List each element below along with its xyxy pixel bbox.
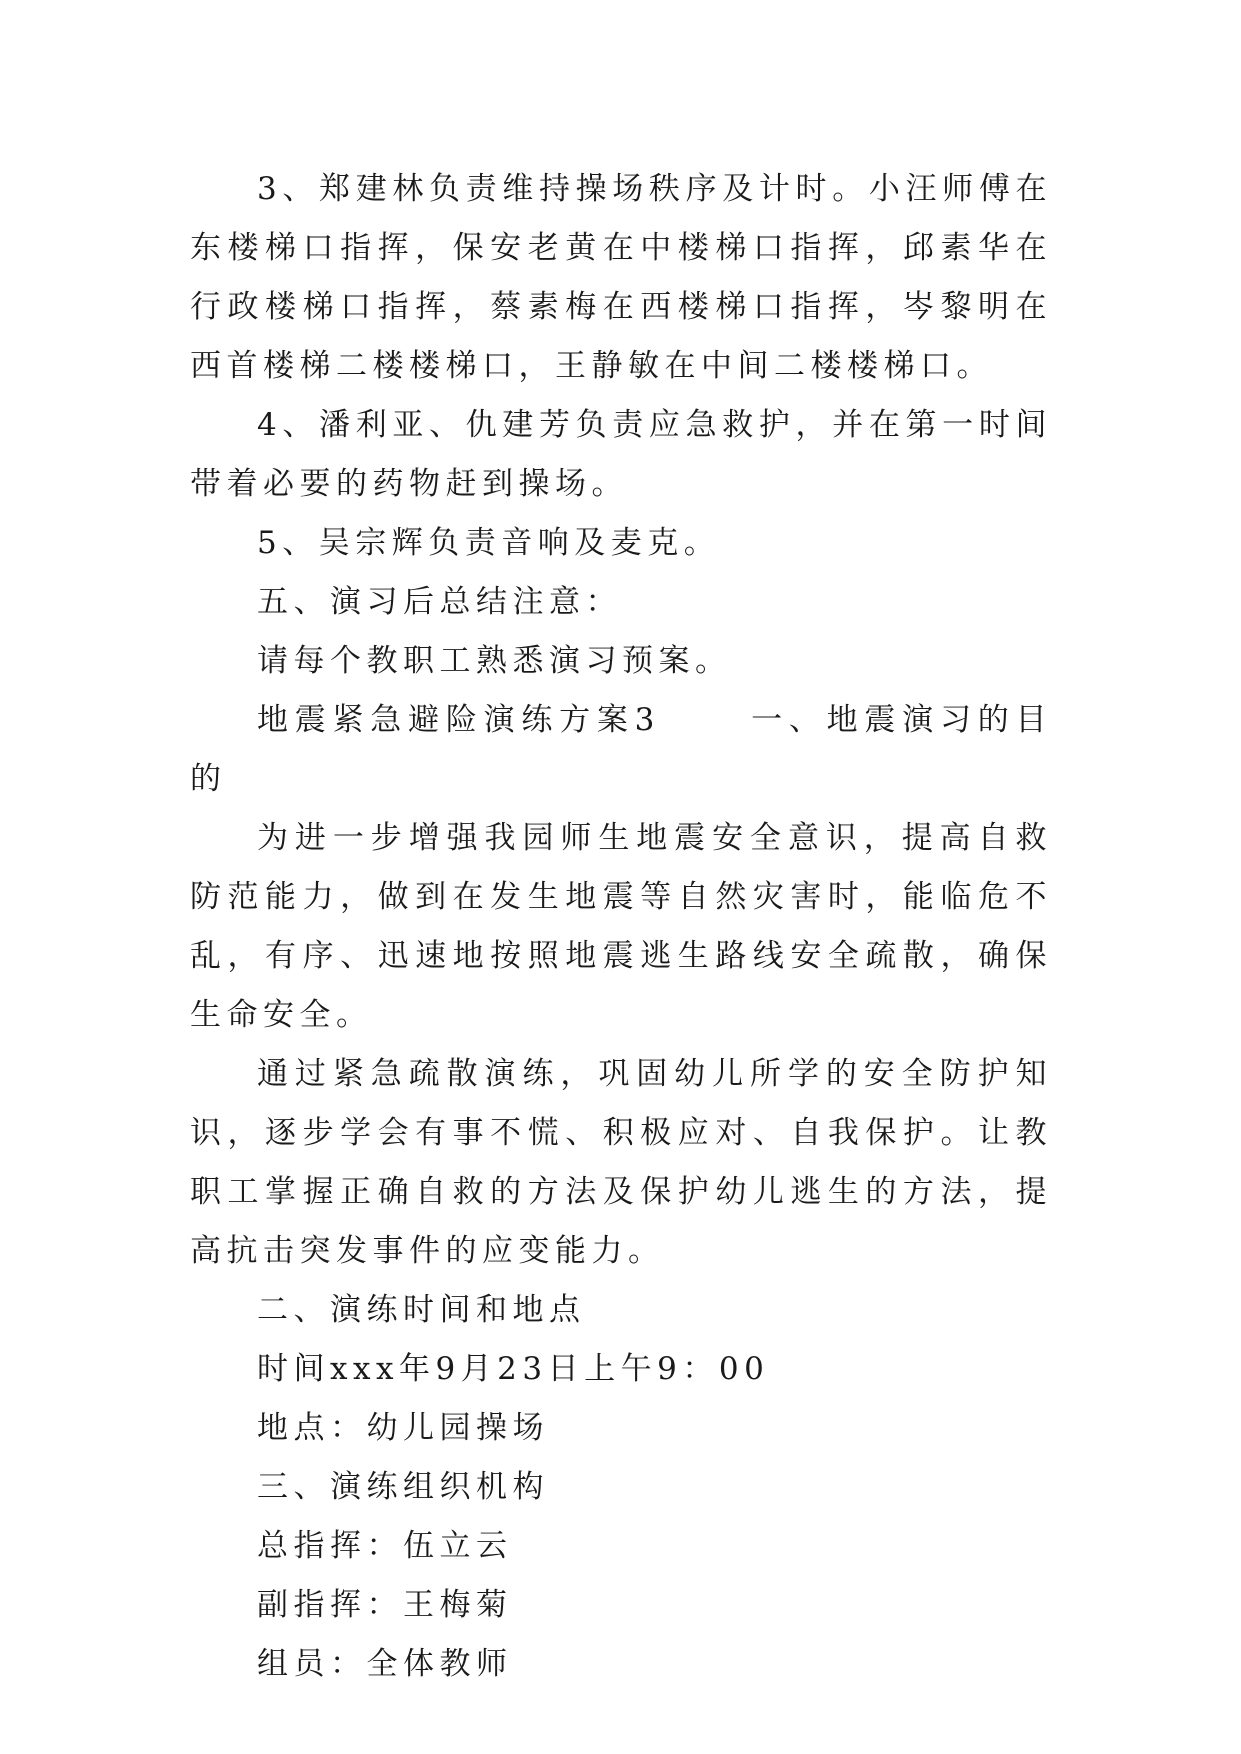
heading-time-place: 二、演练时间和地点 — [257, 1292, 586, 1328]
paragraph-purpose-1: 为进一步增强我园师生地震安全意识，提高自救防范能力，做到在发生地震等自然灾害时，能临危不乱，有序、迅速地按照地震逃生路线安全疏散，确保生命安全。 — [190, 820, 1052, 1033]
paragraph-duty-5: 5、吴宗辉负责音响及麦克。 — [257, 525, 721, 561]
heading-summary: 五、演习后总结注意： — [257, 584, 622, 620]
paragraph-summary-note: 请每个教职工熟悉演习预案。 — [257, 643, 732, 679]
drill-location: 地点：幼儿园操场 — [257, 1410, 549, 1446]
document-body — [190, 160, 1052, 1694]
purpose-heading: 一、地震演习的目的 — [190, 702, 1052, 797]
commander-in-chief: 总指挥：伍立云 — [257, 1528, 513, 1564]
team-members: 组员：全体教师 — [257, 1646, 513, 1682]
drill-time: 时间xxx年9月23日上午9：00 — [257, 1351, 770, 1387]
heading-organization: 三、演练组织机构 — [257, 1469, 549, 1505]
deputy-commander: 副指挥：王梅菊 — [257, 1587, 513, 1623]
plan-title: 地震紧急避险演练方案3 — [257, 702, 660, 738]
paragraph-duty-4: 4、潘利亚、仇建芳负责应急救护，并在第一时间带着必要的药物赶到操场。 — [190, 407, 1052, 502]
paragraph-purpose-2: 通过紧急疏散演练，巩固幼儿所学的安全防护知识，逐步学会有事不慌、积极应对、自我保护。让教职工掌握正确自救的方法及保护幼儿逃生的方法，提高抗击突发事件的应变能力。 — [190, 1056, 1052, 1269]
section-heading — [190, 691, 1052, 809]
paragraph-duty-3: 3、郑建林负责维持操场秩序及计时。小汪师傅在东楼梯口指挥，保安老黄在中楼梯口指挥，邱素华在行政楼梯口指挥，蔡素梅在西楼梯口指挥，岑黎明在西首楼梯二楼楼梯口，王静敏在中间二楼楼梯口。 — [190, 171, 1052, 384]
